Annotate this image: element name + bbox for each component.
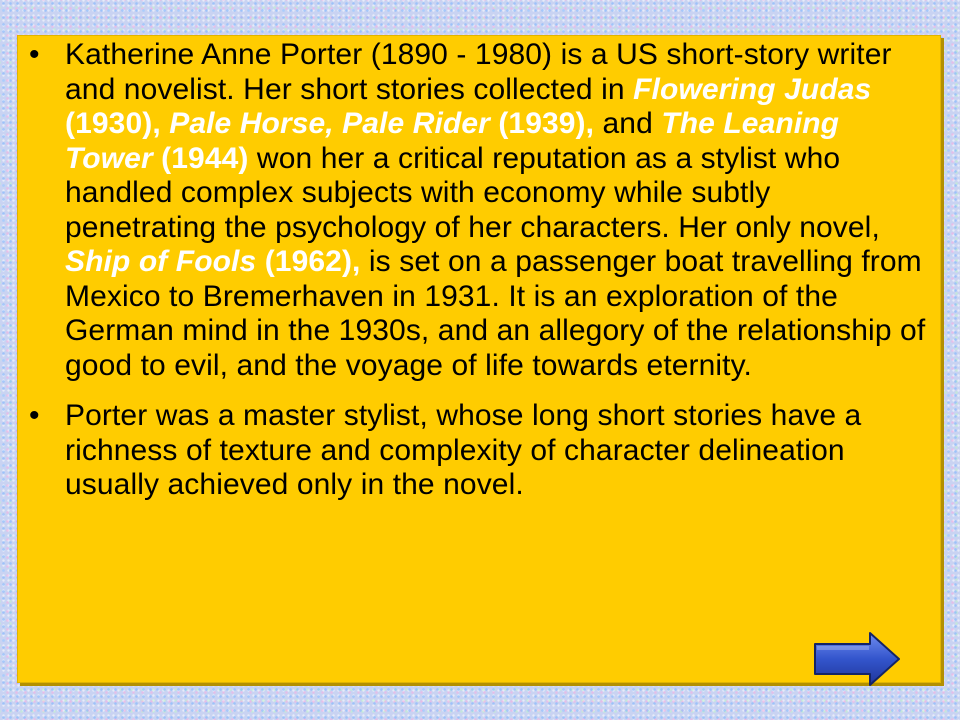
book-year: (1962), [256, 245, 361, 278]
paragraph-text: won her a critical reputation as a stylist who handled complex subjects with economy while subtly penetrating the psychology of her characters. Her only novel, [65, 141, 880, 244]
bullet-item-biography [29, 38, 927, 383]
bullet-item-style [29, 399, 927, 503]
bullet-marker: • [29, 38, 40, 71]
book-year: (1944) [152, 141, 249, 175]
book-year: (1930), [65, 107, 170, 140]
paragraph-text: and [602, 107, 662, 140]
bullet-list [29, 38, 927, 503]
paragraph-text: Katherine Anne Porter (1890 - 1980) is a US short-story writer and novelist. Her short stories collected in [65, 38, 892, 106]
book-title-pale-horse: Pale Horse, Pale Rider [169, 107, 490, 140]
paragraph-text: is set on a passenger boat travelling from Mexico to Bremerhaven in 1931. It is an exploration of the German mind in the 1930s, and an allegory of the relationship of good to evil, and the voyage of life towards eternity. [65, 245, 926, 382]
slide-content-panel [17, 35, 941, 683]
book-title-flowering-judas: Flowering Judas [633, 72, 872, 106]
book-year: (1939), [489, 107, 603, 140]
right-arrow-icon [812, 631, 902, 687]
next-slide-button[interactable] [812, 631, 902, 687]
bullet-marker: • [29, 399, 40, 432]
paragraph-text: Porter was a master stylist, whose long short stories have a richness of texture and complexity of character delineation usually achieved only in the novel. [65, 399, 862, 501]
book-title-leaning-tower: The Leaning Tower [65, 107, 840, 175]
book-title-ship-of-fools: Ship of Fools [65, 245, 257, 278]
